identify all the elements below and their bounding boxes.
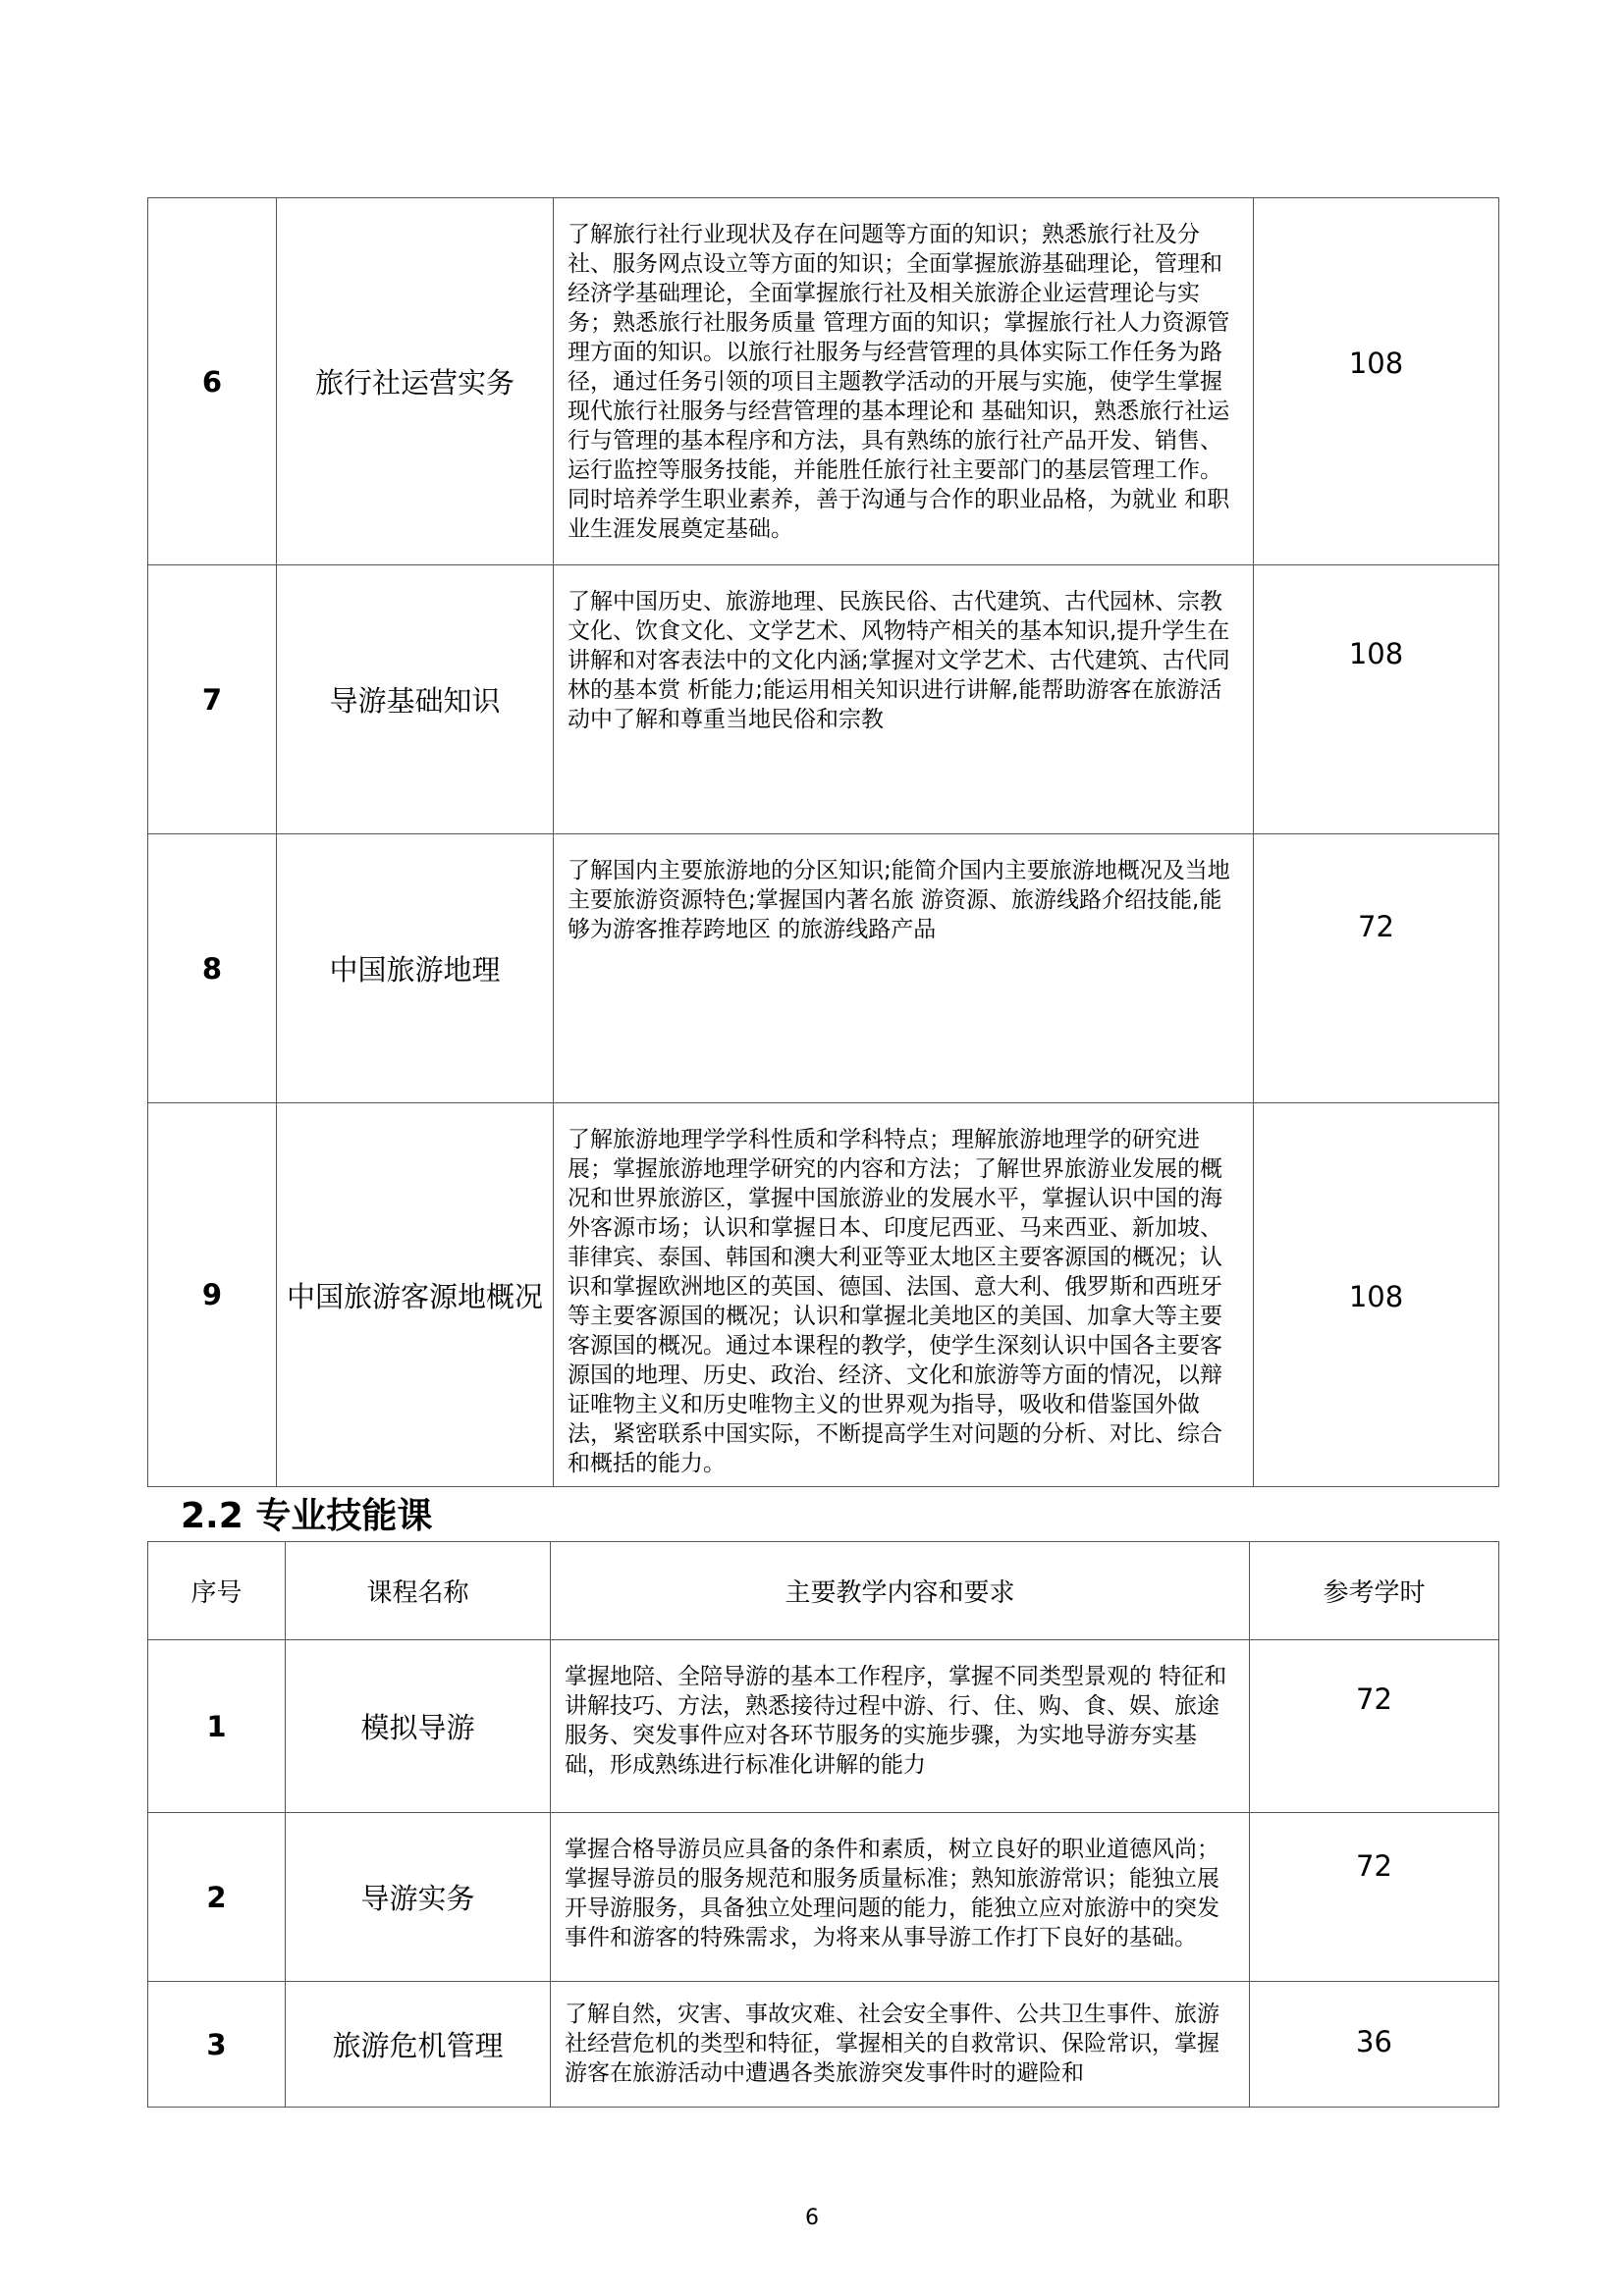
course-hours [1254,1103,1499,1487]
course-name: 中国旅游客源地概况 [277,1103,554,1487]
course-name: 模拟导游 [286,1640,551,1813]
course-hours [1254,198,1499,565]
course-name: 导游实务 [286,1813,551,1982]
course-hours-value: 108 [1348,347,1404,380]
course-name: 旅游危机管理 [286,1982,551,2108]
table-row [148,1982,1499,2108]
course-hours [1254,565,1499,834]
course-description: 了解自然，灾害、事故灾难、社会安全事件、公共卫生事件、旅游社经营危机的类型和特征，掌握相关的自救常识、保险常识，掌握游客在旅游活动中遭遇各类旅游突发事件时的避险和 [551,1982,1250,2108]
page-number: 6 [805,2206,819,2230]
course-number: 9 [148,1103,277,1487]
section-heading [181,1495,432,1538]
course-hours [1250,1813,1499,1982]
course-hours-value: 36 [1356,2025,1392,2058]
course-number: 7 [148,565,277,834]
course-description: 掌握地陪、全陪导游的基本工作程序，掌握不同类型景观的 特征和讲解技巧、方法，熟悉接待过程中游、行、住、购、食、娱、旅途服务、突发事件应对各环节服务的实施步骤，为实地导游夯实基础，形成熟练进行标准化讲解的能力 [551,1640,1250,1813]
table-row [148,198,1499,565]
course-name: 中国旅游地理 [277,834,554,1103]
course-table-skills [147,1541,1499,2108]
section-number: 2.2 [181,1496,244,1536]
table-row [148,834,1499,1103]
course-hours [1250,1982,1499,2108]
course-hours [1254,834,1499,1103]
course-description: 了解旅行社行业现状及存在问题等方面的知识；熟悉旅行社及分社、服务网点设立等方面的知识；全面掌握旅游基础理论，管理和经济学基础理论，全面掌握旅行社及相关旅游企业运营理论与实务；熟悉旅行社服务质量 管理方面的知识；掌握旅行社人力资源管理方面的知识。以旅行社服务与经营管理的具体实际工作任务为路径，通过任务引领的项目主题教学活动的开展与实施，使学生掌握现代旅行社服务与经营管理的基本理论和 基础知识，熟悉旅行社运行与管理的基本程序和方法，具有熟练的旅行社产品开发、销售、运行监控等服务技能，并能胜任旅行社主要部门的基层管理工作。同时培养学生职业素养，善于沟通与合作的职业品格，为就业 和职业生涯发展奠定基础。 [554,198,1254,565]
course-number: 3 [148,1982,286,2108]
course-hours-value: 108 [1348,1280,1404,1313]
course-description: 了解国内主要旅游地的分区知识;能简介国内主要旅游地概况及当地主要旅游资源特色;掌握国内著名旅 游资源、旅游线路介绍技能,能够为游客推荐跨地区 的旅游线路产品 [554,834,1254,1103]
course-hours [1250,1640,1499,1813]
course-hours-value: 108 [1348,637,1404,670]
table-row [148,1813,1499,1982]
table-row [148,1640,1499,1813]
course-hours-value: 72 [1356,1849,1392,1883]
course-hours-value: 72 [1356,1682,1392,1716]
table-header-row [148,1542,1499,1640]
section-title-text: 专业技能课 [255,1496,433,1536]
header-content: 主要教学内容和要求 [551,1542,1250,1640]
course-number: 1 [148,1640,286,1813]
course-name: 旅行社运营实务 [277,198,554,565]
course-description: 了解中国历史、旅游地理、民族民俗、古代建筑、古代园林、宗教文化、饮食文化、文学艺术、风物特产相关的基本知识,提升学生在讲解和对客表法中的文化内涵;掌握对文学艺术、古代建筑、古代同林的基本赏 析能力;能运用相关知识进行讲解,能帮助游客在旅游活动中了解和尊重当地民俗和宗教 [554,565,1254,834]
course-description: 了解旅游地理学学科性质和学科特点；理解旅游地理学的研究进展；掌握旅游地理学研究的内容和方法；了解世界旅游业发展的概况和世界旅游区，掌握中国旅游业的发展水平，掌握认识中国的海外客源市场；认识和掌握日本、印度尼西亚、马来西亚、新加坡、菲律宾、泰国、韩国和澳大利亚等亚太地区主要客源国的概况；认识和掌握欧洲地区的英国、德国、法国、意大利、俄罗斯和西班牙等主要客源国的概况；认识和掌握北美地区的美国、加拿大等主要客源国的概况。通过本课程的教学，使学生深刻认识中国各主要客源国的地理、历史、政治、经济、文化和旅游等方面的情况，以辩证唯物主义和历史唯物主义的世界观为指导，吸收和借鉴国外做法，紧密联系中国实际，不断提高学生对问题的分析、对比、综合和概括的能力。 [554,1103,1254,1487]
header-number: 序号 [148,1542,286,1640]
course-number: 6 [148,198,277,565]
header-course-name: 课程名称 [286,1542,551,1640]
course-hours-value: 72 [1358,910,1394,943]
course-description: 掌握合格导游员应具备的条件和素质，树立良好的职业道德风尚；掌握导游员的服务规范和服务质量标准；熟知旅游常识；能独立展开导游服务，具备独立处理问题的能力，能独立应对旅游中的突发事件和游客的特殊需求，为将来从事导游工作打下良好的基础。 [551,1813,1250,1982]
course-name: 导游基础知识 [277,565,554,834]
course-number: 8 [148,834,277,1103]
course-number: 2 [148,1813,286,1982]
header-hours: 参考学时 [1250,1542,1499,1640]
table-row [148,565,1499,834]
course-table-core [147,197,1499,1487]
table-row [148,1103,1499,1487]
